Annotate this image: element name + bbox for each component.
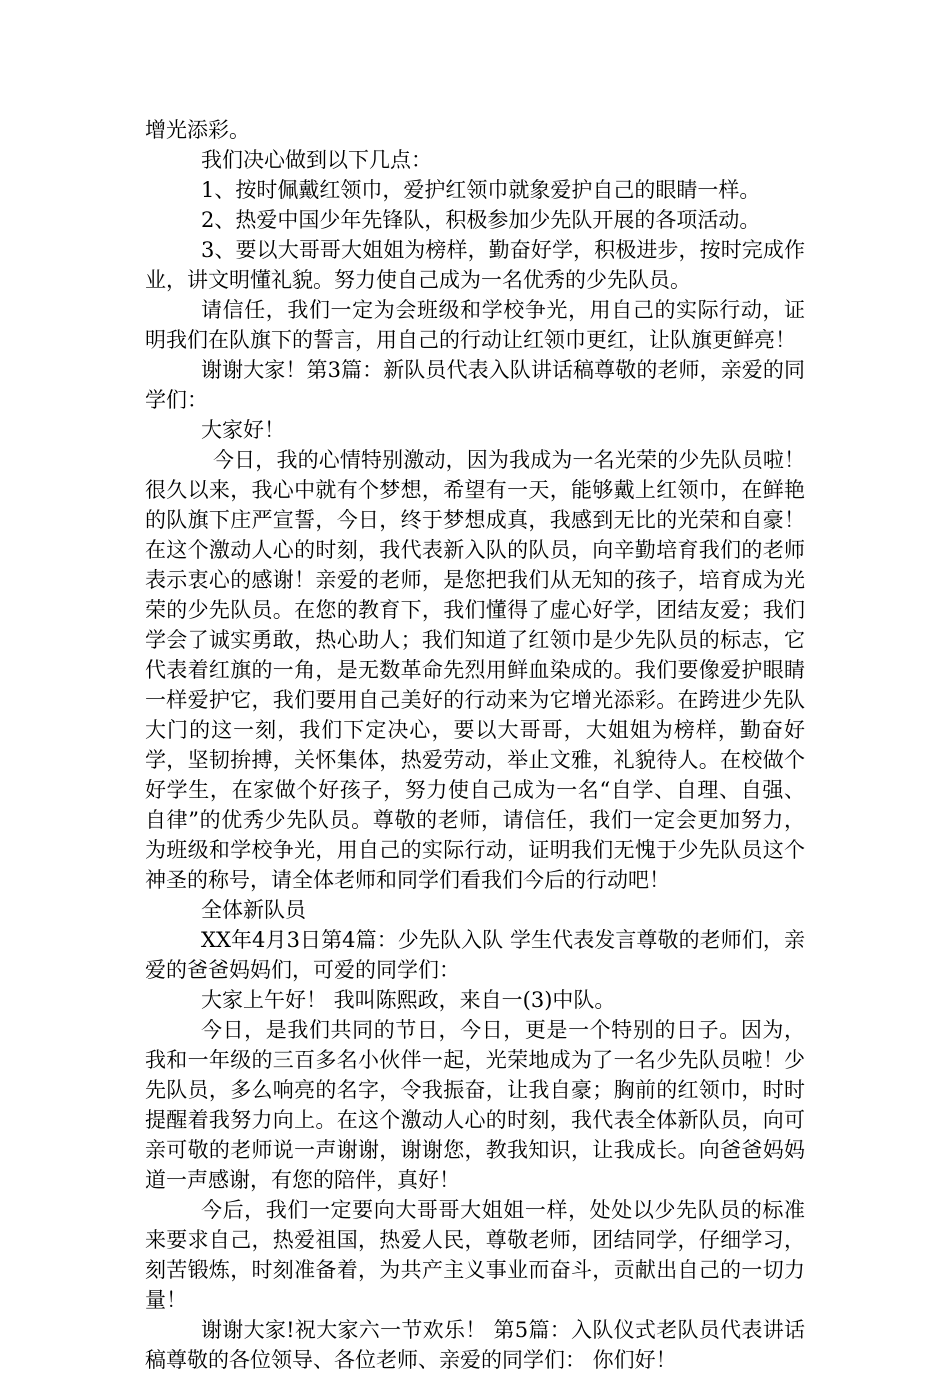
paragraph: 谢谢大家！第3篇：新队员代表入队讲话稿尊敬的老师，亲爱的同学们：	[145, 358, 805, 412]
paragraph: 今后，我们一定要向大哥哥大姐姐一样，处处以少先队员的标准来要求自己，热爱祖国，热爱人民，尊敬老师，团结同学，仔细学习，刻苦锻炼，时刻准备着，为共产主义事业而奋斗，贡献出自己的一切力量！	[145, 1198, 805, 1312]
paragraph: 2、热爱中国少年先锋队，积极参加少先队开展的各项活动。	[201, 208, 761, 232]
paragraph: 3、要以大哥哥大姐姐为榜样，勤奋好学，积极进步，按时完成作业，讲文明懂礼貌。努力使自己成为一名优秀的少先队员。	[145, 238, 805, 292]
paragraph: 大家上午好！ 我叫陈熙政，来自一(3)中队。	[201, 988, 616, 1012]
paragraph: 请信任，我们一定为会班级和学校争光，用自己的实际行动，证明我们在队旗下的誓言，用自己的行动让红领巾更红，让队旗更鲜亮！	[145, 298, 805, 352]
signature-line: 全体新队员	[201, 898, 306, 922]
paragraph: 1、按时佩戴红领巾，爱护红领巾就象爱护自己的眼睛一样。	[201, 178, 761, 202]
paragraph: XX年4月3日第4篇：少先队入队 学生代表发言尊敬的老师们，亲爱的爸爸妈妈们，可爱的同学们：	[145, 928, 805, 982]
paragraph: 我们决心做到以下几点：	[201, 148, 432, 172]
paragraph: 大家好！	[201, 418, 285, 442]
paragraph: 谢谢大家!祝大家六一节欢乐！ 第5篇：入队仪式老队员代表讲话稿尊敬的各位领导、各位老师、亲爱的同学们： 你们好！	[145, 1318, 805, 1372]
paragraph: 增光添彩。	[145, 118, 250, 142]
paragraph: 今日，是我们共同的节日，今日，更是一个特别的日子。因为，我和一年级的三百多名小伙伴一起，光荣地成为了一名少先队员啦！少先队员，多么响亮的名字，令我振奋，让我自豪；胸前的红领巾，时时提醒着我努力向上。在这个激动人心的时刻，我代表全体新队员，向可亲可敬的老师说一声谢谢，谢谢您，教我知识，让我成长。向爸爸妈妈道一声感谢，有您的陪伴，真好！	[145, 1018, 805, 1192]
document-page	[145, 115, 805, 1375]
paragraph: 今日，我的心情特别激动，因为我成为一名光荣的少先队员啦！很久以来，我心中就有个梦想，希望有一天，能够戴上红领巾，在鲜艳的队旗下庄严宣誓，今日，终于梦想成真，我感到无比的光荣和自豪！在这个激动人心的时刻，我代表新入队的队员，向辛勤培育我们的老师表示衷心的感谢！亲爱的老师，是您把我们从无知的孩子，培育成为光荣的少先队员。在您的教育下，我们懂得了虚心好学，团结友爱；我们学会了诚实勇敢，热心助人；我们知道了红领巾是少先队员的标志，它代表着红旗的一角，是无数革命先烈用鲜血染成的。我们要像爱护眼睛一样爱护它，我们要用自己美好的行动来为它增光添彩。在跨进少先队大门的这一刻，我们下定决心，要以大哥哥，大姐姐为榜样，勤奋好学，坚韧拚搏，关怀集体，热爱劳动，举止文雅，礼貌待人。在校做个好学生，在家做个好孩子，努力使自己成为一名“自学、自理、自强、自律”的优秀少先队员。尊敬的老师，请信任，我们一定会更加努力，为班级和学校争光，用自己的实际行动，证明我们无愧于少先队员这个神圣的称号，请全体老师和同学们看我们今后的行动吧！	[145, 448, 805, 892]
